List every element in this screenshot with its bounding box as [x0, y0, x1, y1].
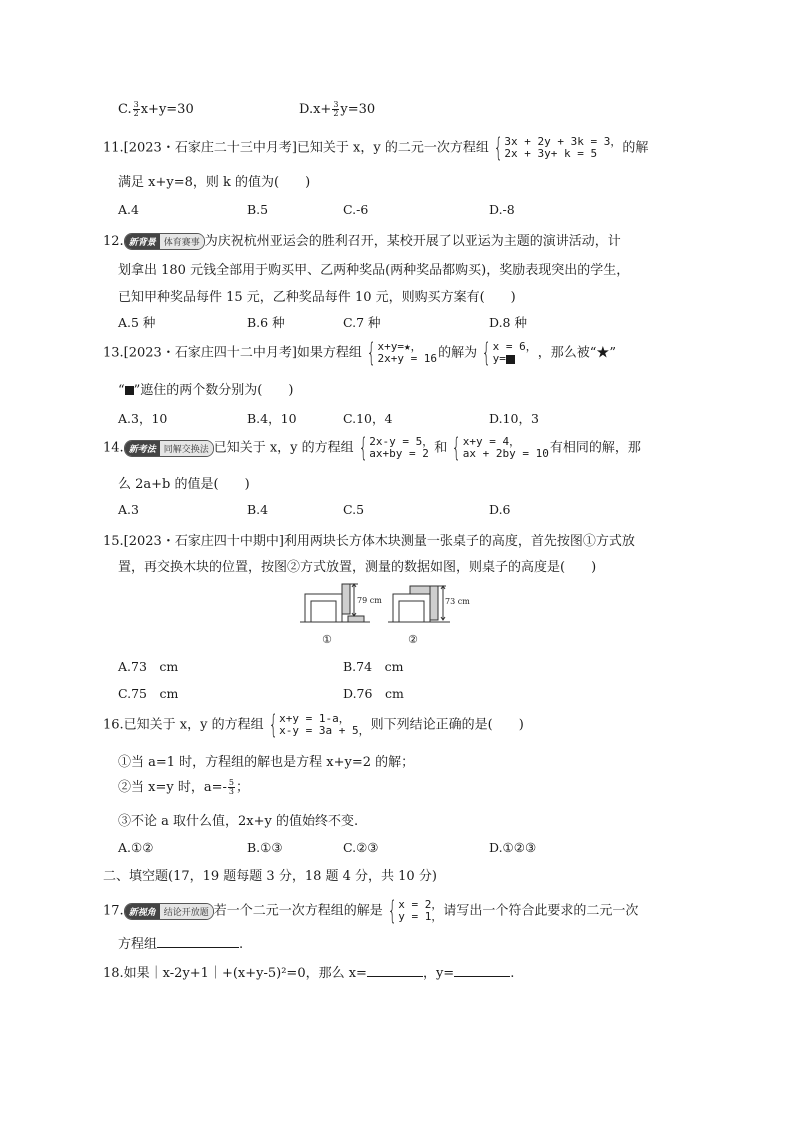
q12-stem-line2: 划拿出 180 元钱全部用于购买甲、乙两种奖品(两种奖品都购买)，奖励表现突出的学生，: [118, 263, 630, 278]
q12-option-d: D.8 种: [489, 315, 527, 330]
new-perspective-badge: 新视角 结论开放题: [124, 903, 214, 920]
equation-system: { 3x + 2y + 3k = 3， 2x + 3y+ k = 5: [493, 133, 622, 163]
fig2-measure-label: 73 cm: [445, 597, 470, 606]
q17-stem: 17. 新视角 结论开放题 若一个二元一次方程组的解是 { x = 2， y = 1， 请写出一个符合此要求的二元一次: [103, 896, 639, 926]
section-title: 二、填空题(17，19 题每题 3 分，18 题 4 分，共 10 分): [103, 869, 437, 884]
q16-option-b: B.①③: [247, 840, 283, 855]
q16-option-a: A.①②: [118, 840, 154, 855]
q12-option-a: A.5 种: [118, 315, 156, 330]
q14-stem: 14. 新考法 同解交换法 已知关于 x，y 的方程组 { 2x-y = 5， ax+by = 2 和 { x+y = 4， ax + 2by = 10 有相同的解，那: [103, 433, 641, 463]
q15-option-a: A.73 cm: [118, 659, 179, 674]
new-background-badge: 新背景 体育赛事: [124, 233, 205, 250]
q13-stem: 13.[2023・石家庄四十二中月考]如果方程组 { x+y=★， 2x+y = 16 的解为 { x = 6， y= ，那么被“★”: [103, 338, 617, 368]
q13-option-b: B.4，10: [247, 411, 297, 426]
q11-option-b: B.5: [247, 202, 269, 217]
fig2-caption: ②: [408, 633, 418, 646]
q13-option-a: A.3，10: [118, 411, 168, 426]
fraction: $\frac{3}{2}$: [333, 100, 339, 118]
q15-stem: 15.[2023・石家庄四十中期中]利用两块长方体木块测量一张桌子的高度，首先按图①方式放: [103, 534, 635, 549]
q12-stem: 12. 新背景 体育赛事 为庆祝杭州亚运会的胜利召开，某校开展了以亚运为主题的演讲活动，计: [103, 234, 621, 249]
q15-option-c: C.75 cm: [118, 686, 179, 701]
q16-stem: 16.已知关于 x，y 的方程组 { x+y = 1-a， x-y = 3a + 5， 则下列结论正确的是( ): [103, 710, 524, 740]
black-square-icon: [506, 355, 515, 364]
q14-option-a: A.3: [118, 502, 139, 517]
q12-option-c: C.7 种: [343, 315, 381, 330]
fig1-caption: ①: [322, 633, 332, 646]
new-exam-method-badge: 新考法 同解交换法: [124, 440, 214, 457]
q17-stem-line2: 方程组 .: [118, 937, 244, 952]
equation-system: { x+y = 4， ax + 2by = 10: [451, 433, 549, 463]
q16-statement-2: ②当 x=y 时，a=- $\frac{5}{3}$ ；: [118, 778, 249, 796]
q11-option-d: D.-8: [489, 202, 515, 217]
q15-stem-line2: 置，再交换木块的位置，按图②方式放置，测量的数据如图，则桌子的高度是( ): [118, 560, 597, 575]
q12-stem-line3: 已知甲种奖品每件 15 元，乙种奖品每件 10 元，则购买方案有( ): [118, 290, 516, 305]
q16-option-d: D.①②③: [489, 840, 537, 855]
q16-option-c: C.②③: [343, 840, 379, 855]
q16-statement-1: ①当 a=1 时，方程组的解也是方程 x+y=2 的解；: [118, 755, 415, 770]
answer-blank-y[interactable]: [454, 964, 510, 977]
q15-option-b: B.74 cm: [343, 659, 404, 674]
q12-option-b: B.6 种: [247, 315, 285, 330]
fig1-measure-label: 79 cm: [357, 596, 382, 605]
answer-blank[interactable]: [157, 935, 239, 948]
q13-option-d: D.10，3: [489, 411, 539, 426]
q11-stem: 11.[2023・石家庄二十三中月考]已知关于 x，y 的二元一次方程组 { 3x + 2y + 3k = 3， 2x + 3y+ k = 5 的解: [103, 133, 649, 163]
table-measurement-figure: [300, 582, 480, 648]
q14-option-d: D.6: [489, 502, 511, 517]
q14-option-c: C.5: [343, 502, 365, 517]
q14-option-b: B.4: [247, 502, 269, 517]
q14-stem-line2: 么 2a+b 的值是( ): [118, 477, 250, 492]
fraction: $\frac{3}{2}$: [133, 100, 139, 118]
black-square-icon: [125, 386, 134, 395]
q10-option-d: D.x+ $\frac{3}{2}$ y=30: [299, 100, 376, 118]
solution-system: { x = 6， y=: [481, 338, 537, 368]
q11-option-c: C.-6: [343, 202, 369, 217]
q13-stem-line2: “ ”遮住的两个数分别为( ): [118, 383, 294, 398]
q15-option-d: D.76 cm: [343, 686, 404, 701]
solution-system: { x = 2， y = 1，: [387, 896, 443, 926]
q10-option-c: C. $\frac{3}{2}$ x+y=30: [118, 100, 194, 118]
q11-option-a: A.4: [118, 202, 139, 217]
equation-system: { x+y = 1-a， x-y = 3a + 5，: [268, 710, 370, 740]
q18-stem: 18.如果｜x-2y+1｜+(x+y-5)²=0，那么 x= ，y= .: [103, 966, 515, 981]
equation-system: { 2x-y = 5， ax+by = 2: [358, 433, 434, 463]
equation-system: { x+y=★， 2x+y = 16: [366, 338, 438, 368]
answer-blank-x[interactable]: [367, 964, 423, 977]
q11-stem-line2: 满足 x+y=8，则 k 的值为( ): [118, 175, 311, 190]
fraction: $\frac{5}{3}$: [228, 778, 234, 796]
q13-option-c: C.10，4: [343, 411, 393, 426]
q16-statement-3: ③不论 a 取什么值，2x+y 的值始终不变.: [118, 814, 359, 829]
